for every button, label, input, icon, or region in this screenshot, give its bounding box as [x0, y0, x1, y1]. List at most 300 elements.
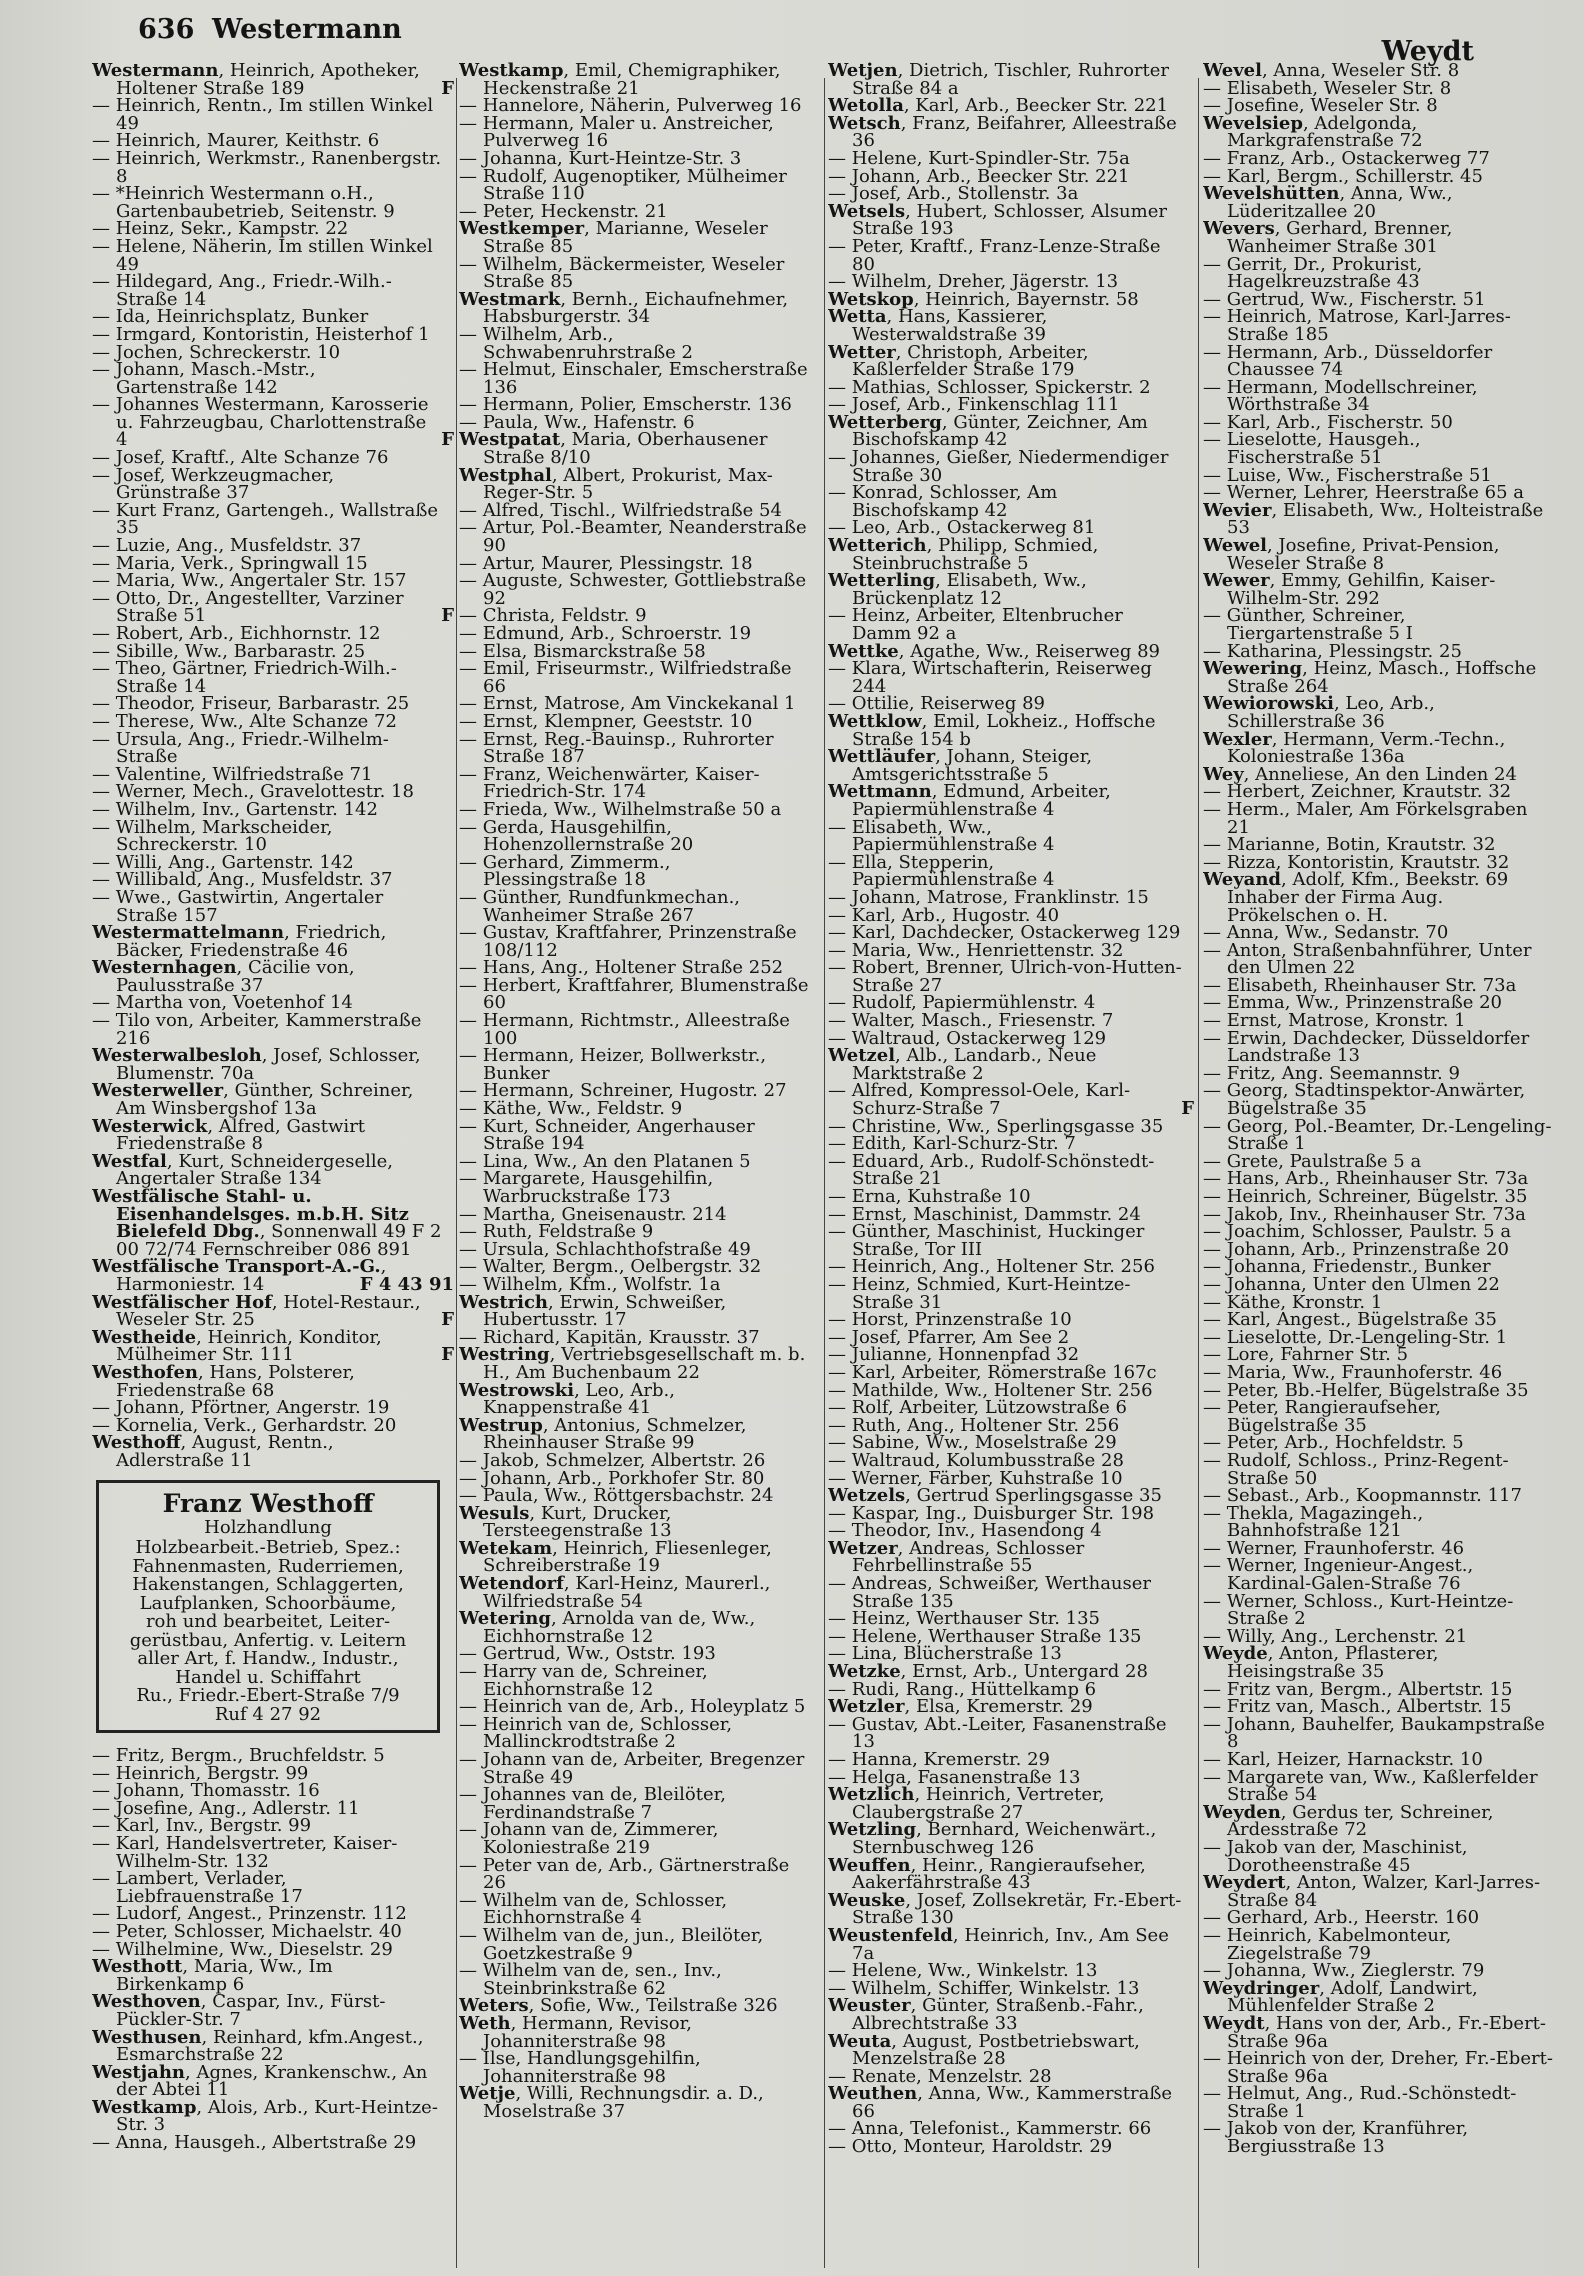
entry-text: — Hermann, Heizer, Bollwerkstr., Bunker — [459, 1045, 767, 1084]
directory-entry — [1203, 1836, 1565, 1876]
directory-entry-head — [459, 1379, 821, 1419]
directory-entry — [1203, 1924, 1565, 1964]
directory-entry-head — [828, 308, 1194, 343]
entry-text: — Rolf, Arbeiter, Lützowstraße 6 — [828, 1397, 1127, 1419]
entry-surname: Weuthen — [828, 2083, 918, 2105]
entry-surname: Wetta — [828, 306, 887, 328]
entry-text: Westmark, Bernh., Eichaufnehmer, Habsburgerstr. 34 — [459, 288, 789, 328]
phone-marker: F — [441, 1309, 454, 1331]
directory-entry — [828, 2138, 1194, 2156]
entry-surname: Weuske — [828, 1889, 906, 1911]
directory-entry — [92, 499, 454, 539]
entry-text: — Werner, Lehrer, Heerstraße 65 a — [1203, 482, 1525, 504]
entry-text: Westerwalbesloh, Josef, Schlosser, Blumenstr. 70a — [92, 1045, 421, 1084]
entry-text: — Robert, Brenner, Ulrich-von-Hutten-Straße 27 — [828, 957, 1182, 996]
directory-entry-head — [92, 1434, 454, 1469]
directory-entry-head — [459, 1502, 821, 1542]
entry-text: Wetzling, Bernhard, Weichenwärt., Sternbuschweg 126 — [828, 1819, 1157, 1858]
entry-text: — Johann, Masch.-Mstr., Gartenstraße 142 — [92, 359, 316, 398]
entry-text: — Theodor, Inv., Hasendong 4 — [828, 1520, 1102, 1542]
entry-surname: Wewering — [1203, 658, 1303, 680]
entry-surname: Westfälische Transport-A.-G. — [92, 1256, 381, 1278]
entry-surname: Wevelshütten — [1203, 183, 1340, 205]
entry-text: Wetekam, Heinrich, Fliesenleger, Schreiberstraße 19 — [459, 1537, 772, 1577]
entry-text: — Karl, Arb., Hugostr. 40 — [828, 904, 1060, 926]
entry-text: Weustenfeld, Heinrich, Inv., Am See 7a — [828, 1924, 1169, 1964]
entry-text: — Anna, Ww., Sedanstr. 70 — [1203, 922, 1449, 944]
entry-text: Westring, Vertriebsgesellschaft m. b. H., Am Buchenbaum 22 — [459, 1344, 806, 1383]
phone-marker: F — [441, 605, 454, 627]
entry-text: — Gustav, Kraftfahrer, Prinzenstraße 108/112 — [459, 922, 797, 961]
entry-text: — Wilhelm van de, jun., Bleilöter, Goetzkestraße 9 — [459, 1924, 764, 1964]
entry-text: — Karl, Handelsvertreter, Kaiser-Wilhelm-Str. 132 — [92, 1832, 398, 1872]
entry-text: Wettmann, Edmund, Arbeiter, Papiermühlenstraße 4 — [828, 781, 1111, 820]
entry-surname: Wewer — [1203, 570, 1270, 592]
directory-entry — [828, 607, 1194, 642]
entry-text: Wetsels, Hubert, Schlosser, Alsumer Straße 193 — [828, 200, 1167, 240]
entry-surname: Wetzer — [828, 1537, 898, 1559]
entry-text: — Johann, Arb., Beecker Str. 221 — [828, 165, 1130, 187]
entry-text: — Johanna, Unter den Ulmen 22 — [1203, 1273, 1500, 1295]
entry-text: — Heinrich, Rentn., Im stillen Winkel 49 — [92, 95, 434, 134]
entry-surname: Westphal — [459, 464, 552, 486]
entry-text: — Jochen, Schreckerstr. 10 — [92, 341, 341, 363]
directory-entry-head — [828, 112, 1194, 152]
entry-surname: Wetzel — [828, 1045, 896, 1067]
entry-text: — Gerhard, Arb., Heerstr. 160 — [1203, 1907, 1480, 1929]
entry-text: Wewiorowski, Leo, Arb., Schillerstraße 36 — [1203, 693, 1435, 732]
directory-entry — [1203, 607, 1565, 642]
directory-entry-head — [92, 1047, 454, 1082]
entry-text: — Anna, Telefonist., Kammerstr. 66 — [828, 2118, 1152, 2140]
entry-text: — Wilhelmine, Ww., Dieselstr. 29 — [92, 1938, 393, 1960]
entry-text: Weydt, Hans von der, Arb., Fr.-Ebert-Straße 96a — [1203, 2012, 1546, 2052]
entry-surname: Westermann — [92, 62, 219, 81]
directory-entry — [828, 1273, 1194, 1313]
entry-text: — Karl, Angest., Bügelstraße 35 — [1203, 1309, 1497, 1331]
entry-text: — Jakob, Schmelzer, Albertstr. 26 — [459, 1449, 766, 1471]
entry-text: — Renate, Menzelstr. 28 — [828, 2065, 1052, 2087]
directory-entry-head — [1203, 2012, 1565, 2052]
directory-entry — [1203, 2118, 1565, 2158]
directory-entry — [459, 660, 821, 695]
entry-text: Weyden, Gerdus ter, Schreiner, Ardesstraße 72 — [1203, 1801, 1494, 1841]
entry-text: — Emil, Friseurmstr., Wilfriedstraße 66 — [459, 658, 792, 697]
entry-surname: Weydert — [1203, 1872, 1286, 1894]
entry-surname: Wevel — [1203, 62, 1262, 81]
entry-text: — Auguste, Schwester, Gottliebstraße 92 — [459, 570, 807, 609]
entry-text: Weters, Sofie, Ww., Teilstraße 326 — [459, 1995, 778, 2017]
entry-text: — Käthe, Ww., Feldstr. 9 — [459, 1098, 683, 1120]
directory-entry — [828, 449, 1194, 484]
entry-surname: Westheide — [92, 1326, 197, 1348]
entry-text: — Helene, Werthauser Straße 135 — [828, 1625, 1142, 1647]
entry-text: — Karl, Arbeiter, Römerstraße 167c — [828, 1361, 1157, 1383]
entry-text: — Karl, Dachdecker, Ostackerweg 129 — [828, 922, 1181, 944]
entry-text: — Heinz, Arbeiter, Eltenbrucher Damm 92 a — [828, 605, 1123, 644]
directory-entry — [1203, 1399, 1565, 1434]
entry-text: — Peter, Arb., Hochfeldstr. 5 — [1203, 1432, 1464, 1454]
phone-marker: F — [1181, 1098, 1194, 1120]
entry-text: Westphal, Albert, Prokurist, Max-Reger-Str. 5 — [459, 464, 773, 504]
directory-entry — [459, 1751, 821, 1786]
directory-entry — [1203, 2050, 1565, 2085]
entry-text: Weuffen, Heinr., Rangieraufseher, Aakerfährstraße 43 — [828, 1854, 1146, 1894]
entry-text: — Heinrich von der, Dreher, Fr.-Ebert-Straße 96a — [1203, 2048, 1553, 2087]
directory-entry — [828, 235, 1194, 275]
directory-entry-head — [828, 1997, 1194, 2032]
entry-text: — Julianne, Honnenpfad 32 — [828, 1344, 1080, 1366]
directory-entry — [828, 1150, 1194, 1190]
entry-surname: Wetzlich — [828, 1784, 915, 1806]
entry-text: — Ruth, Feldstraße 9 — [459, 1221, 654, 1243]
entry-text: — Heinrich van de, Arb., Holeyplatz 5 — [459, 1696, 806, 1718]
directory-entry — [459, 1663, 821, 1698]
directory-entry — [459, 1854, 821, 1894]
directory-entry-head — [828, 62, 1194, 97]
entry-text: — Christine, Ww., Sperlingsgasse 35 — [828, 1115, 1164, 1137]
entry-text: — Johanna, Friedenstr., Bunker — [1203, 1256, 1491, 1278]
directory-entry-head — [459, 1610, 821, 1645]
entry-text: — Johannes van de, Bleilöter, Ferdinandstraße 7 — [459, 1784, 726, 1823]
entry-text: — Ursula, Schlachthofstraße 49 — [459, 1238, 751, 1260]
directory-entry-head — [92, 2096, 454, 2136]
entry-text: Westerweller, Günther, Schreiner, Am Winsbergshof 13a — [92, 1080, 414, 1120]
entry-text: Weyand, Adolf, Kfm., Beekstr. 69 Inhaber der Firma Aug. Prökelschen o. H. — [1203, 869, 1509, 926]
entry-text: — Ida, Heinrichsplatz, Bunker — [92, 306, 369, 328]
directory-entry-head — [459, 288, 821, 328]
directory-entry — [459, 1170, 821, 1205]
directory-entry — [92, 97, 454, 132]
directory-entry — [828, 1223, 1194, 1258]
entry-text: — Christa, Feldstr. 9 — [459, 605, 647, 627]
entry-surname: Weydringer — [1203, 1977, 1320, 1999]
entry-text: — Artur, Pol.-Beamter, Neanderstraße 90 — [459, 517, 807, 557]
entry-text: Wey, Anneliese, An den Linden 24 — [1203, 763, 1517, 785]
entry-text: — Ruth, Ang., Holtener Str. 256 — [828, 1414, 1120, 1436]
entry-text: Wetterich, Philipp, Schmied, Steinbruchstraße 5 — [828, 535, 1099, 574]
entry-text: — Ella, Stepperin, Papiermühlenstraße 4 — [828, 851, 1055, 891]
entry-text: — Herbert, Zeichner, Krautstr. 32 — [1203, 781, 1512, 803]
directory-entry — [459, 112, 821, 152]
directory-entry-head — [92, 2061, 454, 2101]
entry-surname: Westernhagen — [92, 957, 237, 979]
entry-surname: Westkemper — [459, 218, 585, 240]
entry-text: — Johann, Thomasstr. 16 — [92, 1780, 320, 1802]
advertisement-box — [96, 1480, 440, 1734]
directory-entry — [1203, 1502, 1565, 1542]
directory-entry — [459, 816, 821, 856]
directory-entry-head — [92, 1150, 454, 1190]
entry-text: Westkamp, Alois, Arb., Kurt-Heintze-Str. 3 — [92, 2096, 438, 2136]
entry-text: — Johann, Pförtner, Angerstr. 19 — [92, 1397, 390, 1419]
entry-text: Wetje, Willi, Rechnungsdir. a. D., Moselstraße 37 — [459, 2083, 764, 2122]
entry-text: — Heinrich, Ang., Holtener Str. 256 — [828, 1256, 1155, 1278]
entry-text: — Lore, Fahrner Str. 5 — [1203, 1344, 1409, 1366]
entry-text: — Herm., Maler, Am Förkelsgraben 21 — [1203, 798, 1528, 838]
entry-text: Wetendorf, Karl-Heinz, Maurerl., Wilfriedstraße 54 — [459, 1573, 771, 1612]
entry-text: — Karl, Bergm., Schillerstr. 45 — [1203, 165, 1483, 187]
entry-text: — Heinrich, Matrose, Karl-Jarres-Straße 185 — [1203, 306, 1511, 345]
entry-surname: Westfälische Stahl- u. Eisenhandelsges. m.b.H. Sitz Bielefeld Dbg. — [92, 1186, 409, 1243]
entry-text: — Joachim, Schlosser, Paulstr. 5 a — [1203, 1221, 1512, 1243]
directory-entry — [459, 974, 821, 1014]
directory-entry — [92, 235, 454, 275]
directory-entry — [459, 1962, 821, 1997]
directory-entry-head — [92, 924, 454, 959]
directory-entry-head — [459, 220, 821, 255]
entry-text: — Ilse, Handlungsgehilfin, Johanniterstraße 98 — [459, 2048, 701, 2087]
entry-text: — Grete, Paulstraße 5 a — [1203, 1150, 1422, 1172]
entry-text: — Hans, Ang., Holtener Straße 252 — [459, 957, 784, 979]
entry-text: — Heinrich, Werkmstr., Ranenbergstr. 8 — [92, 147, 442, 187]
column-rule — [824, 78, 825, 2268]
entry-surname: Westhoff — [92, 1432, 181, 1454]
entry-text: — Heinrich, Bergstr. 99 — [92, 1762, 309, 1784]
directory-column-2 — [459, 62, 821, 2267]
entry-surname: Wetzels — [828, 1485, 906, 1507]
entry-text: — Paula, Ww., Hafenstr. 6 — [459, 411, 695, 433]
entry-text: — Günther, Schreiner, Tiergartenstraße 5 I — [1203, 605, 1413, 644]
directory-entry-head — [459, 1346, 821, 1381]
entry-surname: Wetekam — [459, 1537, 553, 1559]
directory-entry — [1203, 341, 1565, 381]
ad-line: Handel u. Schiffahrt — [175, 1666, 361, 1688]
entry-text: — Hermann, Polier, Emscherstr. 136 — [459, 394, 792, 416]
entry-text: — Margarete, Hausgehilfin, Warbruckstraße 173 — [459, 1168, 714, 1207]
entry-text: — Josef, Kraftf., Alte Schanze 76 — [92, 447, 389, 469]
entry-surname: Westring — [459, 1344, 550, 1366]
directory-entry — [1203, 376, 1565, 416]
entry-text: — Wilhelm, Arb., Schwabenruhrstraße 2 — [459, 323, 693, 363]
entry-text: Wettläufer, Johann, Steiger, Amtsgerichtsstraße 5 — [828, 746, 1093, 785]
entry-text: — Kurt Franz, Gartengeh., Wallstraße 35 — [92, 499, 439, 539]
entry-text: Westerwick, Alfred, Gastwirt Friedenstraße 8 — [92, 1115, 366, 1155]
entry-surname: Wettläufer — [828, 746, 936, 768]
directory-entry — [459, 1889, 821, 1929]
entry-text: — Ottilie, Reiserweg 89 — [828, 693, 1045, 715]
entry-text: — Helene, Ww., Winkelstr. 13 — [828, 1960, 1098, 1982]
entry-text: Wevelshütten, Anna, Ww., Lüderitzallee 20 — [1203, 183, 1453, 222]
entry-text: — Maria, Ww., Henriettenstr. 32 — [828, 939, 1124, 961]
entry-text: — Willy, Ang., Lerchenstr. 21 — [1203, 1625, 1468, 1647]
entry-text: Wetolla, Karl, Arb., Beecker Str. 221 — [828, 95, 1169, 117]
entry-text: — Lina, Blücherstraße 13 — [828, 1643, 1062, 1665]
directory-entry-head — [92, 1361, 454, 1401]
entry-text: Weuske, Josef, Zollsekretär, Fr.-Ebert-Straße 130 — [828, 1889, 1182, 1929]
entry-text: — Elisabeth, Ww., Papiermühlenstraße 4 — [828, 816, 1055, 856]
entry-text: — Konrad, Schlosser, Am Bischofskamp 42 — [828, 482, 1058, 521]
directory-entry-head — [1203, 537, 1565, 572]
phone-marker: F 4 43 91 — [359, 1273, 454, 1295]
entry-text: Wetsch, Franz, Beifahrer, Alleestraße 36 — [828, 112, 1177, 152]
entry-text: Wetering, Arnolda van de, Ww., Eichhornstraße 12 — [459, 1608, 756, 1647]
directory-entry-head — [459, 1575, 821, 1610]
entry-surname: Wevers — [1203, 218, 1275, 240]
ad-firm-name: Franz Westhoff — [162, 1488, 374, 1518]
entry-text: Weydringer, Adolf, Landwirt, Mühlenfelder Straße 2 — [1203, 1977, 1478, 2017]
entry-text: — Karl, Arb., Fischerstr. 50 — [1203, 411, 1453, 433]
directory-entry-head — [828, 1854, 1194, 1894]
directory-entry — [92, 886, 454, 926]
entry-text: Wewer, Emmy, Gehilfin, Kaiser-Wilhelm-Str. 292 — [1203, 570, 1496, 609]
entry-text: Westrich, Erwin, Schweißer, Hubertusstr. 17 — [459, 1291, 727, 1331]
entry-text: — Theodor, Friseur, Barbarastr. 25 — [92, 693, 410, 715]
entry-text: — Peter, Bb.-Helfer, Bügelstraße 35 — [1203, 1379, 1529, 1401]
entry-text: Wexler, Hermann, Verm.-Techn., Koloniestraße 136a — [1203, 728, 1506, 768]
page-header — [138, 14, 1474, 67]
directory-entry-head — [1203, 1874, 1565, 1909]
entry-text: — Ludorf, Angest., Prinzenstr. 112 — [92, 1903, 407, 1925]
entry-text: Weuthen, Anna, Ww., Kammerstraße 66 — [828, 2083, 1173, 2122]
entry-text: Weydert, Anton, Walzer, Karl-Jarres-Straße 84 — [1203, 1872, 1541, 1911]
entry-text: — Maria, Verk., Springwall 15 — [92, 552, 368, 574]
entry-text: — Eduard, Arb., Rudolf-Schönstedt-Straße 21 — [828, 1150, 1155, 1190]
directory-entry-head — [828, 1786, 1194, 1821]
entry-surname: Weustenfeld — [828, 1924, 953, 1946]
entry-text: — Sebast., Arb., Koopmannstr. 117 — [1203, 1485, 1522, 1507]
directory-entry — [459, 851, 821, 891]
entry-text: — Werner, Fraunhoferstr. 46 — [1203, 1537, 1465, 1559]
entry-text: — Lina, Ww., An den Platanen 5 — [459, 1150, 751, 1172]
entry-surname: Weuster — [828, 1995, 911, 2017]
phone-marker: F — [441, 77, 454, 99]
entry-surname: Wetskop — [828, 288, 914, 310]
entry-text: — Emma, Ww., Prinzenstraße 20 — [1203, 992, 1503, 1014]
entry-surname: Westmark — [459, 288, 561, 310]
entry-text: — Ernst, Klempner, Geeststr. 10 — [459, 710, 753, 732]
ad-line: roh und bearbeitet, Leiter- — [145, 1611, 391, 1632]
entry-text: Wetzler, Elsa, Kremerstr. 29 — [828, 1696, 1093, 1718]
entry-text: Westermann, Heinrich, Apotheker, Holtener Straße 189 — [92, 62, 420, 99]
entry-text: — Robert, Arb., Eichhornstr. 12 — [92, 623, 381, 644]
directory-entry-head — [1203, 728, 1565, 768]
entry-surname: Wetje — [459, 2083, 516, 2105]
directory-entry — [92, 2134, 454, 2152]
entry-text: — Rudi, Rang., Hüttelkamp 6 — [828, 1678, 1097, 1700]
entry-text: — Wilhelm, Dreher, Jägerstr. 13 — [828, 271, 1119, 293]
directory-entry-head — [1203, 660, 1565, 695]
entry-text: — Helene, Näherin, Im stillen Winkel 49 — [92, 235, 433, 275]
entry-text: — Alfred, Tischl., Wilfriedstraße 54 — [459, 499, 782, 521]
directory-entry — [1203, 939, 1565, 979]
directory-entry — [459, 924, 821, 959]
entry-text: Westhott, Maria, Ww., Im Birkenkamp 6 — [92, 1956, 333, 1995]
directory-entry-head — [92, 1188, 454, 1258]
directory-entry — [1203, 2085, 1565, 2120]
entry-text: — Valentine, Wilfriedstraße 71 — [92, 763, 373, 785]
entry-text: — Heinrich van de, Schlosser, Mallinckrodtstraße 2 — [459, 1713, 733, 1753]
entry-text: Wetzke, Ernst, Arb., Untergard 28 — [828, 1661, 1148, 1683]
directory-entry — [459, 1047, 821, 1082]
entry-text: Westjahn, Agnes, Krankenschw., An der Abtei 11 — [92, 2061, 428, 2101]
entry-surname: Wetjen — [828, 62, 898, 81]
header-left-title: Westermann — [212, 14, 402, 45]
entry-text: — Heinz, Schmied, Kurt-Heintze-Straße 31 — [828, 1273, 1131, 1313]
entry-text: Wettke, Agathe, Ww., Reiserweg 89 — [828, 640, 1160, 662]
entry-text: — Fritz, Bergm., Bruchfeldstr. 5 — [92, 1745, 385, 1766]
entry-text: — Werner, Färber, Kuhstraße 10 — [828, 1467, 1123, 1489]
directory-entry-head — [459, 2012, 821, 2052]
entry-surname: Wevier — [1203, 499, 1272, 521]
entry-text: — Wilhelm van de, Schlosser, Eichhornstraße 4 — [459, 1889, 728, 1929]
ad-line: gerüstbau, Anfertig. v. Leitern — [129, 1629, 407, 1651]
entry-text: — Jakob van der, Maschinist, Dorotheenstraße 45 — [1203, 1836, 1468, 1876]
entry-surname: Wetsels — [828, 200, 906, 222]
entry-text: — Elsa, Bismarckstraße 58 — [459, 640, 706, 662]
entry-surname: Wettmann — [828, 781, 932, 803]
entry-text: — Johann, Bauhelfer, Baukampstraße 8 — [1203, 1713, 1545, 1753]
directory-entry-head — [459, 62, 821, 97]
entry-text: Westpatat, Maria, Oberhausener Straße 8/10 — [459, 429, 768, 469]
entry-text: — Rudolf, Papiermühlenstr. 4 — [828, 992, 1096, 1014]
entry-surname: Weydt — [1203, 2012, 1265, 2034]
entry-surname: Westkamp — [92, 2096, 197, 2118]
entry-text: — Heinrich, Maurer, Keithstr. 6 — [92, 130, 380, 152]
directory-entry — [1203, 1080, 1565, 1120]
entry-text: — Kaspar, Ing., Duisburger Str. 198 — [828, 1502, 1155, 1524]
directory-entry-head — [1203, 185, 1565, 220]
entry-text: — Martha von, Voetenhof 14 — [92, 992, 353, 1014]
directory-entry — [459, 361, 821, 396]
entry-text: — Heinrich, Schreiner, Bügelstr. 35 — [1203, 1186, 1528, 1207]
directory-entry — [828, 1575, 1194, 1610]
entry-text: — Hermann, Modellschreiner, Wörthstraße 34 — [1203, 376, 1478, 416]
entry-text: — Kurt, Schneider, Angerhauser Straße 194 — [459, 1115, 755, 1155]
directory-entry — [1203, 308, 1565, 343]
entry-text: — Josefine, Weseler Str. 8 — [1203, 95, 1438, 117]
directory-entry — [1203, 1713, 1565, 1753]
entry-text: — Anton, Straßenbahnführer, Unter den Ulmen 22 — [1203, 939, 1532, 979]
entry-text: — Rudolf, Schloss., Prinz-Regent-Straße 50 — [1203, 1449, 1509, 1489]
entry-surname: Weyden — [1203, 1801, 1281, 1823]
directory-entry-head — [92, 1080, 454, 1120]
entry-text: — Otto, Monteur, Haroldstr. 29 — [828, 2136, 1113, 2158]
entry-text: — Willibald, Ang., Musfeldstr. 37 — [92, 869, 393, 891]
entry-surname: Wetsch — [828, 112, 901, 134]
entry-text: — Hannelore, Näherin, Pulverweg 16 — [459, 95, 802, 117]
entry-text: — Wilhelm, Schiffer, Winkelstr. 13 — [828, 1977, 1140, 1999]
entry-text: — Wwe., Gastwirtin, Angertaler Straße 157 — [92, 886, 384, 926]
entry-text: Wevelsiep, Adelgonda, Markgrafenstraße 72 — [1203, 112, 1423, 152]
entry-text: — Hans, Arb., Rheinhauser Str. 73a — [1203, 1168, 1529, 1190]
entry-text: — Lieselotte, Dr.-Lengeling-Str. 1 — [1203, 1326, 1508, 1348]
phone-marker: F — [441, 429, 454, 451]
directory-entry — [459, 763, 821, 803]
entry-text: — Herbert, Kraftfahrer, Blumenstraße 60 — [459, 974, 809, 1014]
directory-entry-head — [828, 341, 1194, 381]
entry-text: — Johann van de, Arbeiter, Bregenzer Straße 49 — [459, 1749, 805, 1788]
entry-text: — Gustav, Abt.-Leiter, Fasanenstraße 13 — [828, 1713, 1167, 1753]
entry-text: Westfälische Transport-A.-G., Harmoniestr. 14 — [92, 1256, 387, 1295]
entry-text: Wetzels, Gertrud Sperlingsgasse 35 — [828, 1485, 1162, 1507]
entry-text: — Leo, Arb., Ostackerweg 81 — [828, 517, 1096, 539]
directory-entry — [459, 1821, 821, 1856]
directory-entry — [459, 323, 821, 363]
directory-entry — [459, 572, 821, 607]
entry-text: — Sabine, Ww., Moselstraße 29 — [828, 1432, 1117, 1454]
directory-entry-head — [828, 2030, 1194, 2070]
entry-text: — Günther, Rundfunkmechan., Wanheimer Straße 267 — [459, 886, 741, 926]
entry-text: — Werner, Mech., Gravelottestr. 18 — [92, 781, 414, 803]
entry-text: — Johann, Arb., Porkhofer Str. 80 — [459, 1467, 765, 1489]
directory-entry-head — [828, 748, 1194, 783]
directory-entry-head — [92, 1291, 454, 1331]
entry-text: — Wilhelm, Kfm., Wolfstr. 1a — [459, 1273, 721, 1295]
entry-text: — Johannes Westermann, Karosserie u. Fahrzeugbau, Charlottenstraße 4 — [92, 394, 429, 451]
entry-text: — Fritz van, Bergm., Albertstr. 15 — [1203, 1678, 1513, 1700]
entry-surname: Wetzke — [828, 1661, 901, 1683]
